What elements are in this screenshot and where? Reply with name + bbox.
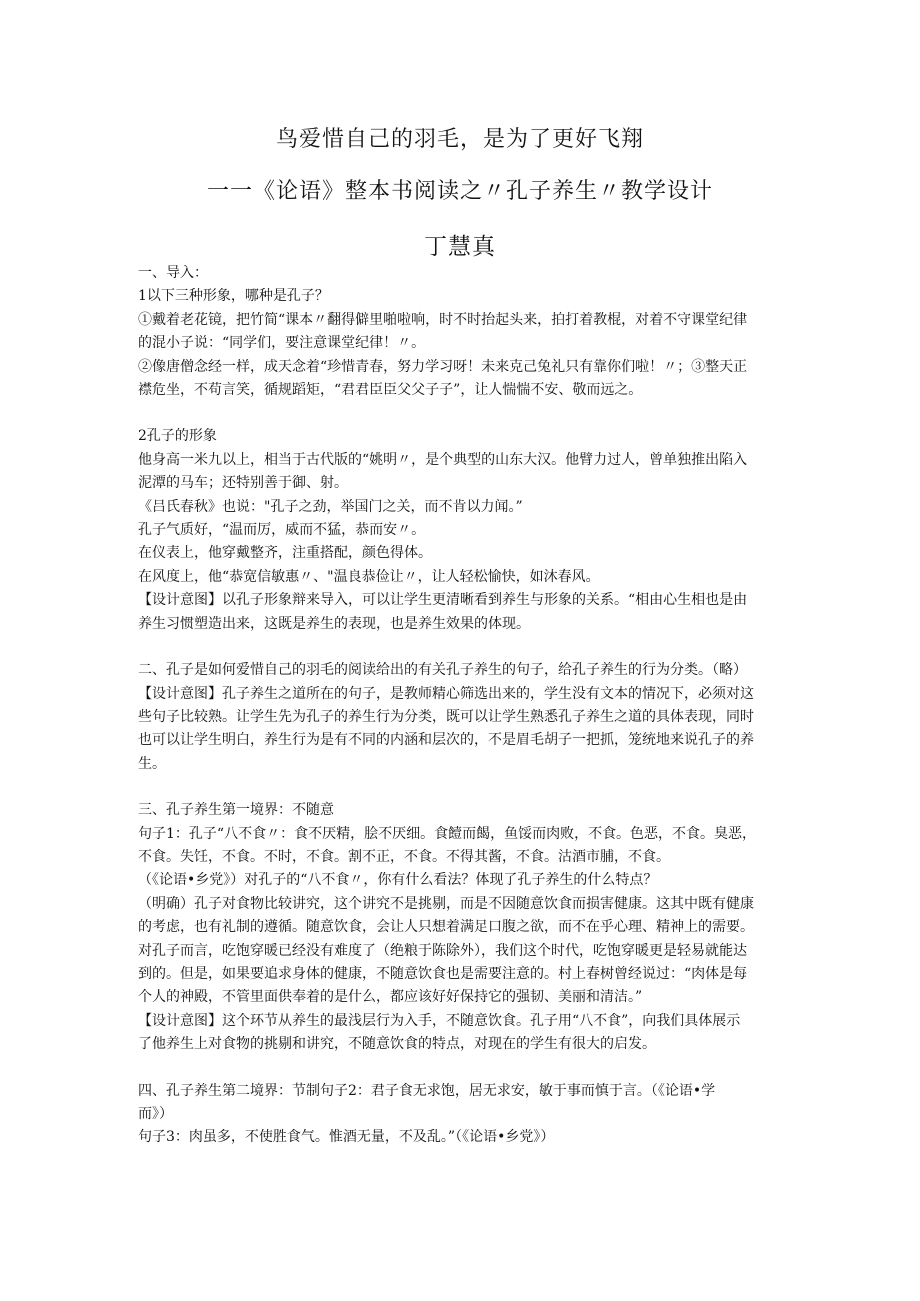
paragraph-gap	[138, 1057, 798, 1080]
paragraph-line: 他身高一米九以上，相当于古代版的“姚明〃，是个典型的山东大汉。他臂力过人，曾单独推出陷入	[138, 451, 748, 468]
paragraph-line: 了他养生上对食物的挑剔和讲究，不随意饮食的特点，对现在的学生有很大的启发。	[138, 1036, 656, 1053]
paragraph-line: 的混小子说：“同学们，要注意课堂纪律！〃。	[138, 335, 426, 352]
paragraph-line: 的考虑，也有礼制的遵循。随意饮食，会让人只想着满足口腹之欲，而不在乎心理、精神上的需要。	[138, 919, 754, 936]
paragraph-line: 【设计意图】以孔子形象辩来导入，可以让学生更清晰看到养生与形象的关系。“相由心生相也是由	[138, 592, 748, 609]
paragraph-line: 不食。失饪，不食。不时，不食。割不正，不食。不得其酱，不食。沽酒市脯，不食。	[138, 848, 670, 865]
document-subtitle: 一一《论语》整本书阅读之〃孔子养生〃教学设计	[206, 179, 713, 204]
document-title: 鸟爱惜自己的羽毛，是为了更好飞翔	[275, 127, 644, 152]
section-heading-4: 四、孔子养生第二境界：节制句子2：君子食无求饱，居无求安，敏于事而慎于言。（《论语•学	[138, 1082, 716, 1099]
paragraph-line: 在风度上，他“恭宽信敏惠〃、"温良恭俭让〃，让人轻松愉快，如沐春风。	[138, 568, 600, 585]
paragraph-line: 些句子比较熟。让学生先为孔子的养生行为分类，既可以让学生熟悉孔子养生之道的具体表现，同时	[138, 708, 754, 725]
section-heading-2: 二、孔子是如何爱惜自己的羽毛的阅读给出的有关孔子养生的句子，给孔子养生的行为分类。（略）	[138, 662, 747, 679]
document-author: 丁慧真	[424, 234, 496, 260]
section-heading-intro: 一、导入：	[138, 265, 208, 281]
document-body	[138, 262, 798, 1150]
paragraph-gap	[138, 636, 798, 659]
section-heading-image: 2孔子的形象	[138, 428, 217, 445]
paragraph-line: 养生习惯塑造出来，这既是养生的表现，也是养生效果的体现。	[138, 615, 530, 632]
paragraph-line: （《论语•乡党》）对孔子的“八不食〃，你有什么看法？体现了孔子养生的什么特点？	[138, 872, 658, 889]
paragraph-line: 襟危坐，不苟言笑，循规蹈矩，“君君臣臣父父子子”，让人惴惴不安、敬而远之。	[138, 382, 643, 399]
paragraph-line: ①戴着老花镜，把竹简“课本〃翻得僻里啪啦响，时不时抬起头来，拍打着教棍，对着不守课堂纪律	[138, 311, 748, 328]
paragraph-gap	[138, 776, 798, 799]
paragraph-line: 《吕氏春秋》也说："孔子之劲，举国门之关，而不肯以力闻。”	[138, 498, 523, 515]
paragraph-line: 泥潭的马车；还特别善于御、射。	[138, 475, 348, 492]
section-heading-3: 三、孔子养生第一境界：不随意	[138, 802, 334, 819]
paragraph-line: 句子1：孔子“八不食〃：食不厌精，脍不厌细。食饐而餲，鱼馁而肉败，不食。色恶，不食。臭恶，	[138, 825, 757, 842]
paragraph-line: 在仪表上，他穿戴整齐，注重搭配，颜色得体。	[138, 545, 432, 562]
paragraph-line: 孔子气质好，“温而厉，威而不猛，恭而安〃。	[138, 522, 426, 539]
paragraph-line: 对孔子而言，吃饱穿暖已经没有难度了（绝粮于陈除外），我们这个时代，吃饱穿暖更是轻易就能达	[138, 942, 747, 959]
paragraph-line: 到的。但是，如果要追求身体的健康，不随意饮食也是需要注意的。村上春树曾经说过：“肉体是每	[138, 965, 748, 982]
paragraph-line: ②像唐僧念经一样，成天念着“珍惜青春，努力学习呀！未来克己兔礼只有靠你们啦！〃；③整天正	[138, 358, 748, 375]
paragraph-line: 也可以让学生明白，养生行为是有不同的内涵和层次的，不是眉毛胡子一把抓，笼统地来说孔子的养	[138, 732, 754, 749]
paragraph-line: 生。	[138, 755, 166, 772]
paragraph-line: 个人的神殿，不管里面供奉着的是什么，都应该好好保持它的强韧、美丽和清洁。”	[138, 989, 643, 1006]
paragraph-line: （明确）孔子对食物比较讲究，这个讲究不是挑剔，而是不因随意饮食而损害健康。这其中既有健康	[138, 895, 754, 912]
paragraph-line: 而》）	[138, 1106, 173, 1122]
paragraph-line: 【设计意图】这个环节从养生的最浅层行为入手，不随意饮食。孔子用“八不食”，向我们具体展示	[138, 1012, 741, 1029]
paragraph-gap	[138, 402, 798, 425]
paragraph-line: 【设计意图】孔子养生之道所在的句子，是教师精心筛选出来的，学生没有文本的情况下，必须对这	[138, 685, 754, 702]
paragraph-line: 1以下三种形象，哪种是孔子？	[138, 288, 329, 305]
paragraph-line: 句子3：肉虽多，不使胜食气。惟酒无量，不及乱。”（《论语•乡党》）	[138, 1129, 555, 1146]
